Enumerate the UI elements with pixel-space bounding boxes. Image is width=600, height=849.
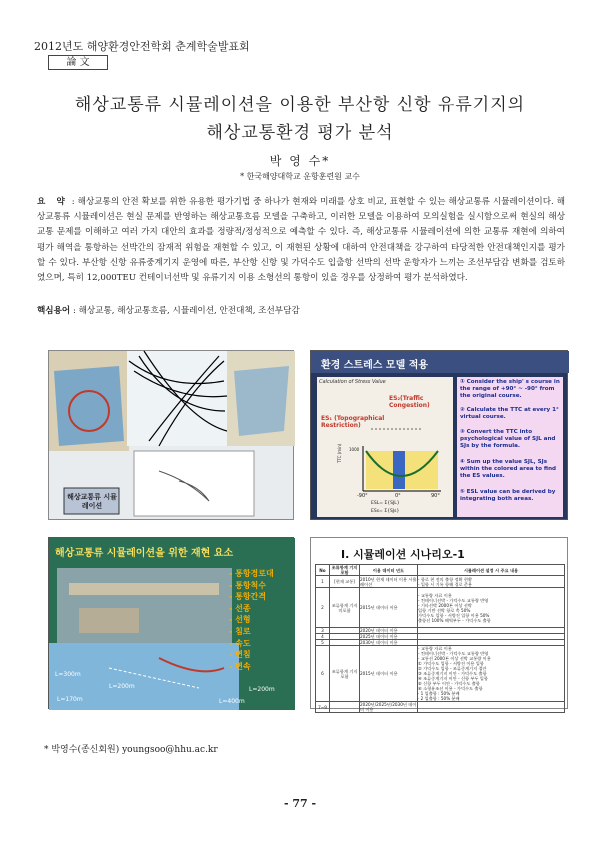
- figure-stress-model: [310, 350, 568, 520]
- table-cell: [330, 702, 360, 713]
- abstract-label: 요 약: [37, 197, 69, 207]
- table-cell: 2: [316, 588, 330, 628]
- step-4: ④ Sum up the value SJL, SJs within the colored area to find the ES values.: [460, 459, 557, 479]
- col-base: 조류항계 기지 포함: [330, 565, 360, 576]
- reproduction-title: 해상교통류 시뮬레이션을 위한 재현 요소: [55, 548, 234, 559]
- figure-simulation-label: 해상교통류 시뮬레이션: [67, 493, 117, 510]
- stress-model-title: 환경 스트레스 모델 적용: [321, 360, 429, 371]
- table-cell: 2010년 현재 데이터 이용 시뮬레이션: [360, 576, 417, 587]
- title-line-1: 해상교통류 시뮬레이션을 이용한 부산항 신항 유류기지의: [74, 95, 526, 115]
- item-alter-speed: - 변속: [229, 661, 251, 671]
- ship-label-2: L=200m: [109, 683, 135, 690]
- scenario-title: Ⅰ. 시뮬레이션 시나리오-1: [341, 548, 465, 561]
- chart-mid-label: 0°: [395, 493, 401, 499]
- author-name: 박 영 수*: [269, 154, 331, 168]
- table-cell: - 교통량 자료 이용 - 컨테이너선박 - 가덕수도 교통량 반영 - 교통선 2000톤 이상 선박 교통량 이용 ① 가덕수도 입항 - 서방진 이용 입항 ② 가덕수도 입항 - 조류중계기지 접안 ③ 조류중계기지 이안 - 가덕수도 출항 ④ 조류중계기지 이안 - 신항 부두 입항 ⑤ 신항 부두 이안 - 가덕수도 출항 ⑥ 소형유조선 이용 - 가덕수도 출항 · 1 입출항 : 50% 분배 · 2 입출항 : 50% 분배: [418, 646, 565, 702]
- item-speed: - 속도: [229, 638, 251, 648]
- author-affiliation: * 한국해양대학교 운항훈련원 교수: [240, 172, 360, 181]
- abstract-text: : 해상교통의 안전 확보를 위한 유용한 평가기법 중 하나가 현재와 미래를 상호 비교, 표현할 수 있는 해상교통류 시뮬레이션이다. 해상교통류 시뮬레이션은 현실 문제를 반영하는 해상교통흐름 모델을 구축하고, 이러한 모델을 이용하여 모의실험을 실시함으로써 현실의 해상교통 문제를 이해하고 여러 가지 대안의 효과를 정량적/정성적으로 예측할 수 있다. 즉, 해상교통류 시뮬레이션에 의한 교통류 재현에 의하여 평가 해역을 통항하는 선박간의 잠재적 위험을 재현할 수 있고, 이 재현된 상황에 대하여 안전대책을 강구하여 타당적한 안전대책인지를 평가할 수 있다. 부산항 신항 유류중계기지 운영에 따른, 부산항 신항 및 가덕수도 입출항 선박의 선박 운항자가 느끼는 조선부담감 변화를 검토하였으며, 특히 12,000TEU 컨테이너선박 및 유류기지 이용 소형선의 통항이 있을 경우를 상정하여 평가 분석하였다.: [37, 197, 566, 284]
- table-cell: 조류항계 기지 미포함: [330, 588, 360, 628]
- figure-simulation-maps: [48, 350, 294, 520]
- figure-reproduction-elements: [48, 537, 294, 709]
- abstract: [37, 195, 565, 286]
- step-2: ② Calculate the TTC at every 1° virtual course.: [460, 407, 559, 420]
- ship-label-3: L=200m: [249, 686, 275, 693]
- article-type-badge: 論 文: [48, 55, 108, 70]
- ship-label-1: L=300m: [55, 671, 81, 678]
- chart-ytick: 1000: [349, 447, 360, 452]
- title-line-2: 해상교통환경 평가 분석: [206, 123, 394, 143]
- col-no: No: [316, 565, 330, 576]
- page-number: - 77 -: [283, 797, 317, 810]
- table-cell: 2020년 데이터 이용: [360, 628, 418, 634]
- step-5: ⑤ ESL value can be derived by integrating both areas.: [460, 489, 556, 502]
- stress-model-subtitle: Calculation of Stress Value: [319, 379, 386, 385]
- footnote: * 박영수(종신회원) youngsoo@hhu.ac.kr: [44, 745, 218, 755]
- table-cell: - 교통량 자료 이용 - 컨테이너선박 - 가덕수도 교통량 반영 - 기타선박 2000톤 이상 선박 입항 기반 선박 항로 축 50% 가덕수도 입항 - 서방진 입항 이용 50% 출항선 100% 해역부두 - 가덕수도 출항: [418, 588, 565, 628]
- chart-right-label: 90°: [431, 493, 440, 499]
- es1-label: ES₁ (Topographical Restriction): [321, 415, 385, 429]
- table-cell: 7~9: [316, 702, 330, 713]
- item-course: - 침로: [229, 626, 251, 636]
- keywords-label: 핵심용어: [37, 306, 71, 316]
- table-cell: 1: [316, 576, 330, 588]
- item-type: - 선종: [229, 603, 251, 613]
- keywords: [37, 304, 565, 316]
- item-size: - 선형: [229, 615, 251, 625]
- ship-label-4: L=400m: [219, 698, 245, 705]
- table-cell: [418, 702, 565, 713]
- table-cell: - 항로 현 전의 출항 정확 현황 - 입항 시 기록 항해 경로 준용: [418, 576, 565, 588]
- ship-label-5: L=170m: [57, 696, 83, 703]
- item-alter-course: - 변침: [229, 650, 251, 660]
- table-cell: 4: [316, 634, 330, 640]
- conference-header: 2012년도 해양환경안전학회 춘계학술발표회: [34, 40, 250, 53]
- keywords-text: : 해상교통, 해상교통흐름, 시뮬레이션, 안전대책, 조선부담감: [72, 306, 300, 316]
- table-cell: 조류항계 기지 포함: [330, 646, 360, 702]
- chart-left-label: -90°: [357, 493, 368, 499]
- table-cell: 2015년 데이터 이용: [360, 588, 418, 628]
- step-3: ③ Convert the TTC into psychological value of SJL and SJs by the formula.: [460, 429, 556, 449]
- scenario-table: [315, 564, 565, 713]
- item-count: - 통항척수: [229, 580, 267, 590]
- table-cell: 6: [316, 646, 330, 702]
- reproduction-items: [229, 568, 293, 672]
- col-content: 시뮬레이션 설정 시 주요 내용: [418, 565, 565, 576]
- table-cell: [현재 교통]: [330, 576, 360, 588]
- chart-yaxis-label: TTC (min): [337, 443, 342, 463]
- figure-scenario-table: [310, 537, 568, 712]
- item-interval: - 통항간격: [229, 592, 267, 602]
- table-cell: 2030년 데이터 이용: [360, 640, 418, 646]
- table-cell: 3: [316, 628, 330, 634]
- col-year: 이용 데이터 년도: [360, 565, 418, 576]
- table-cell: 2020년/2025년/2030년 데이터 이용: [360, 702, 417, 712]
- table-cell: 5: [316, 640, 330, 646]
- formula-2: ESs= Σ{SJs}: [371, 509, 400, 514]
- step-1: ① Consider the ship' s course in the range of +90° ~ -90° from the original course.: [460, 379, 560, 399]
- es2-label: ES₂(Traffic Congestion): [389, 395, 430, 409]
- formula-1: ESL= Σ{SJL}: [371, 501, 400, 506]
- table-cell: 2015년 데이터 이용: [360, 646, 418, 702]
- table-cell: 2025년 데이터 이용: [360, 634, 418, 640]
- item-route: - 통항경로대: [229, 569, 274, 578]
